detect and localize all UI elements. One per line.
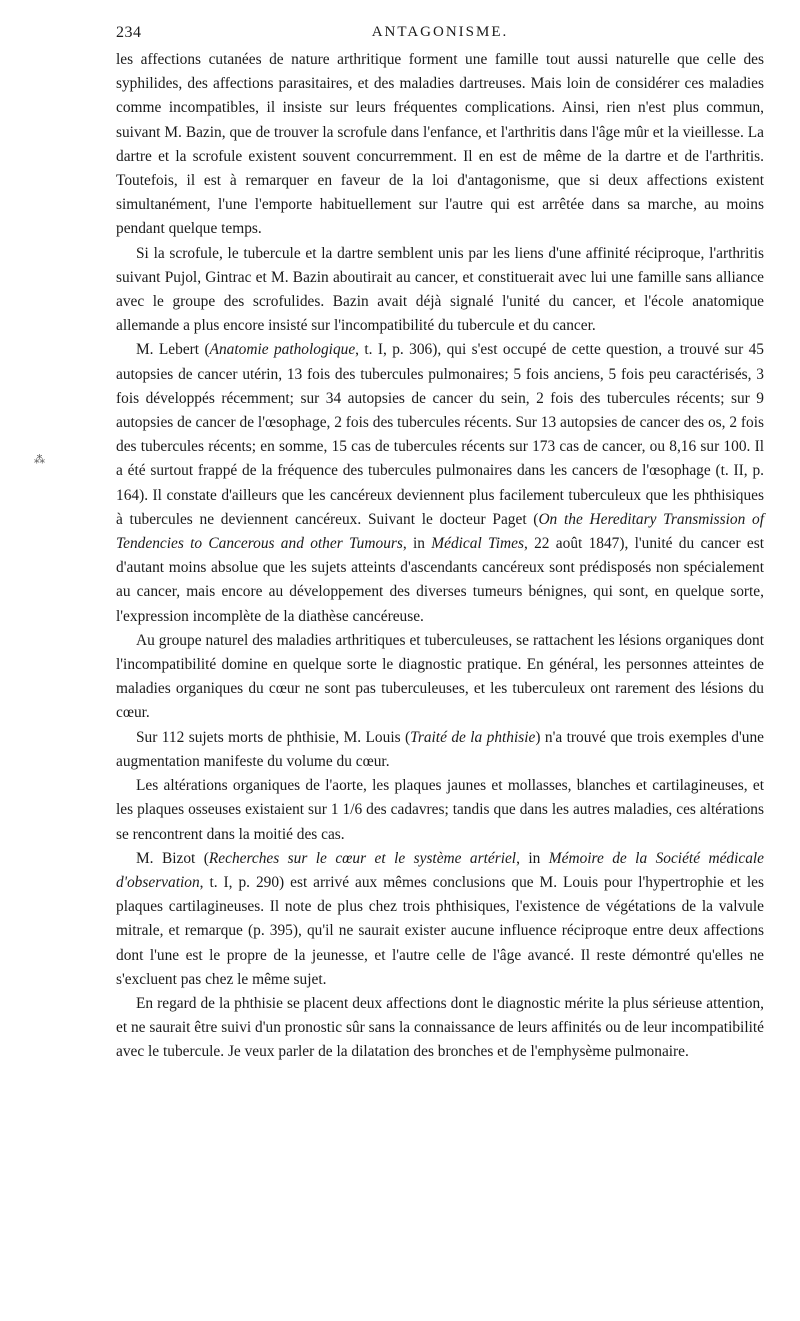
text-run: Sur 112 sujets morts de phthisie, M. Louis ( xyxy=(136,728,411,746)
text-run: Les altérations organiques de l'aorte, les plaques jaunes et mollasses, blanches et cartilagineuses, et les plaques osseuses existaient sur 1 1/6 des cadavres; tandis que dans les autres maladies, ces altérations se rencontrent dans la moitié des cas. xyxy=(116,777,764,843)
text-run: , in xyxy=(516,849,549,867)
margin-mark: ⁂ xyxy=(34,454,45,466)
running-head xyxy=(116,22,764,48)
italic-title: Recherches sur le cœur et le système artériel xyxy=(208,849,517,867)
paragraph-p4 xyxy=(116,629,764,726)
italic-title: Traité de la phthisie xyxy=(410,728,536,746)
paragraph-p8 xyxy=(116,992,764,1065)
text-run: , t. I, p. 306), qui s'est occupé de cette question, a trouvé sur 45 autopsies de cancer utérin, 13 fois des tubercules pulmonaires; 5 fois anciens, 5 fois peu caractérisés, 3 fois développés récemment; sur 34 autopsies de cancer du sein, 2 fois des tubercules récents; sur 9 autopsies de cancer de l'œsophage, 2 fois des tubercules récents. Sur 13 autopsies de cancer des os, 2 fois des tubercules récents; en somme, 15 cas de tubercules récents sur 173 cas de cancer, ou 8,16 sur 100. Il a été surtout frappé de la fréquence des tubercules pulmonaires dans les cancers de l'œsophage (t. II, p. 164). Il constate d'ailleurs que les cancéreux deviennent plus facilement tuberculeux que les phthisiques à tubercules ne deviennent cancéreux. Suivant le docteur Paget ( xyxy=(116,341,764,528)
paragraph-p5 xyxy=(116,726,764,774)
text-run: , in xyxy=(402,535,432,553)
text-run: M. Lebert ( xyxy=(136,341,210,359)
page-number: 234 xyxy=(116,24,142,41)
text-run: , 22 août 1847), l'unité du cancer est d'autant moins absolue que les sujets atteints d'ascendants cancéreux sont prédisposés non spécialement au cancer, mais encore au développement des diverses tumeurs bénignes, qui sont, en quelque sorte, l'expression incomplète de la diathèse cancéreuse. xyxy=(116,535,764,625)
text-run: En regard de la phthisie se placent deux affections dont le diagnostic mérite la plus sérieuse attention, et ne saurait être suivi d'un pronostic sûr sans la connaissance de leurs affinités ou de leur incompatibilité avec le tubercule. Je veux parler de la dilatation des bronches et de l'emphysème pulmonaire. xyxy=(116,994,764,1061)
body-text xyxy=(116,48,764,1065)
text-run: ) n'a trouvé que trois exemples d'une augmentation manifeste du volume du cœur. xyxy=(116,728,764,770)
italic-title: Médical Times xyxy=(431,535,524,553)
paragraph-p3 xyxy=(116,338,764,628)
italic-title: On the Hereditary Transmission of Tendencies to Cancerous and other Tumours xyxy=(116,510,764,553)
text-run: Si la scrofule, le tubercule et la dartre semblent unis par les liens d'une affinité réciproque, l'arthritis suivant Pujol, Gintrac et M. Bazin aboutirait au cancer, et constituerait avec lui une famille sans alliance avec le groupe des scrofulides. Bazin avait déjà signalé l'unité du cancer, et l'école anatomique allemande a plus encore insisté sur l'incompatibilité du tubercule et du cancer. xyxy=(116,244,764,335)
text-run: , t. I, p. 290) est arrivé aux mêmes conclusions que M. Louis pour l'hypertrophie et les plaques cartilagineuses. Il note de plus chez trois phthisiques, l'existence de végétations de la valvule mitrale, et remarque (p. 395), qu'il ne saurait exister aucune influence réciproque entre deux affections dont l'une est le propre de la jeunesse, et l'autre celle de l'âge avancé. Il reste démontré qu'elles ne s'excluent pas chez le même sujet. xyxy=(116,873,764,988)
paragraph-p1 xyxy=(116,48,764,242)
text-run: M. Bizot ( xyxy=(136,849,209,867)
italic-title: Anatomie pathologique xyxy=(209,341,356,359)
paragraph-p2 xyxy=(116,242,764,339)
text-run: les affections cutanées de nature arthritique forment une famille tout aussi naturelle que celle des syphilides, des affections parasitaires, et des maladies dartreuses. Mais loin de considérer ces maladies comme incompatibles, il insiste sur leurs fréquentes complications. Ainsi, rien n'est plus commun, suivant M. Bazin, que de trouver la scrofule dans l'enfance, et l'arthritis dans l'âge mûr et la vieillesse. La dartre et la scrofule existent souvent concurremment. Il en est de même de la dartre et de l'arthritis. Toutefois, il est à remarquer en faveur de la loi d'antagonisme, que si deux affections existent simultanément, l'une l'emporte habituellement sur l'autre qui est arrêtée dans sa marche, au moins pendant quelque temps. xyxy=(116,51,764,238)
text-run: Au groupe naturel des maladies arthritiques et tuberculeuses, se rattachent les lésions organiques dont l'incompatibilité domine en quelque sorte le diagnostic pratique. En général, les personnes atteintes de maladies organiques du cœur ne sont pas tuberculeuses, et les tuberculeux ont rarement des lésions du cœur. xyxy=(116,631,764,722)
italic-title: Mémoire de la Société médicale d'observation xyxy=(116,849,765,891)
running-title: ANTAGONISME. xyxy=(371,24,509,40)
paragraph-p6 xyxy=(116,774,764,847)
paragraph-p7 xyxy=(116,847,764,992)
